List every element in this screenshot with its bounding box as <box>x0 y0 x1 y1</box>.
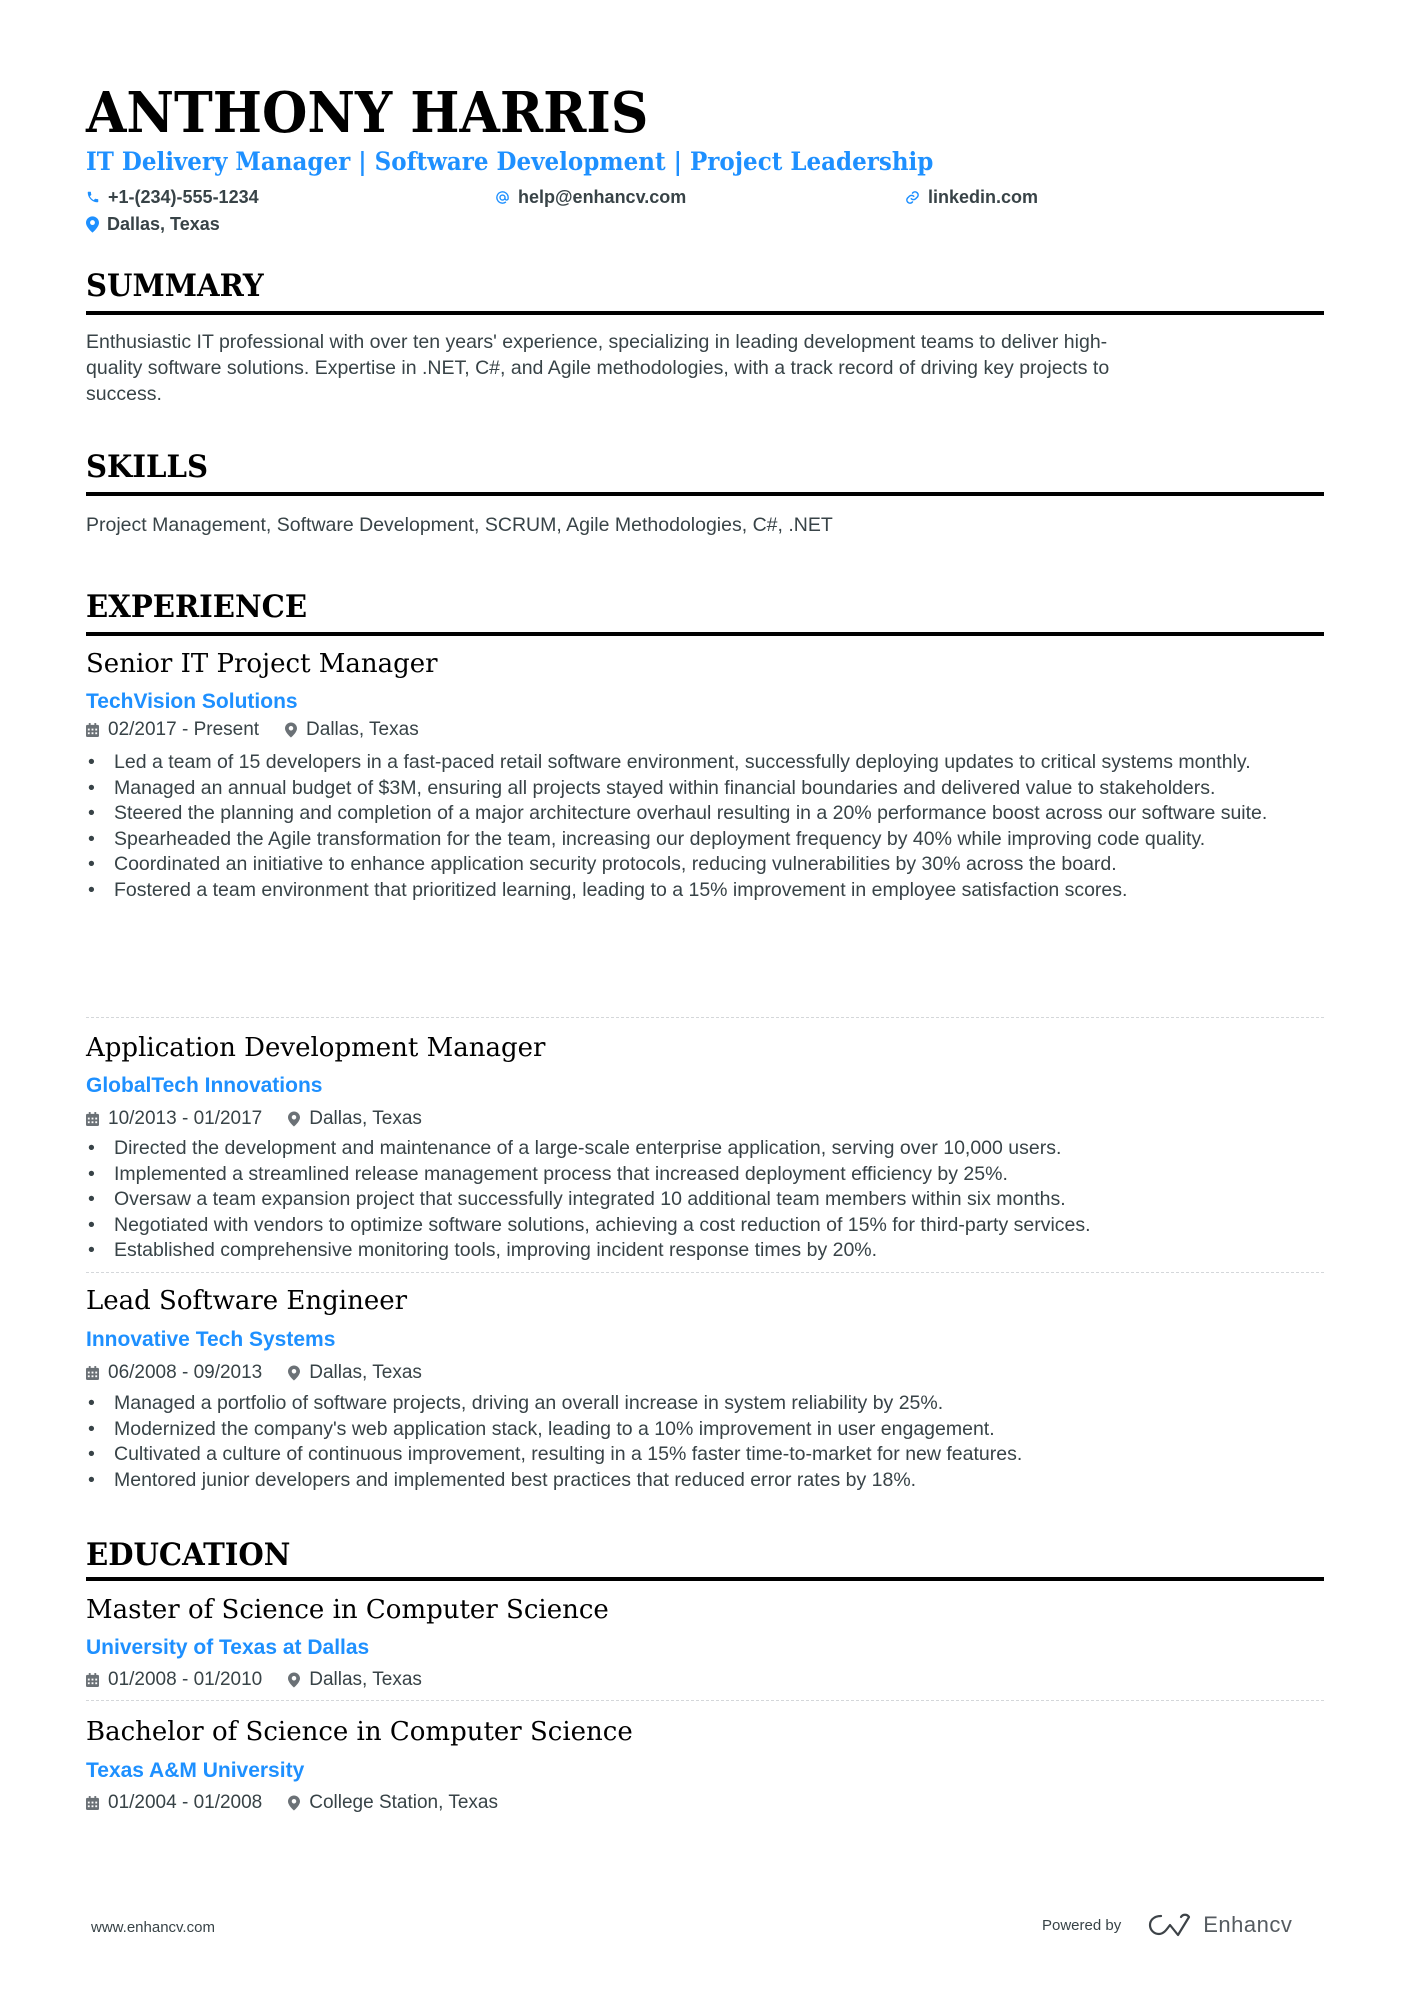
footer-branding[interactable] <box>1042 1912 1292 1938</box>
section-title-experience: EXPERIENCE <box>86 589 308 625</box>
section-title-education: EDUCATION <box>86 1537 291 1573</box>
powered-by-label: Powered by <box>1042 1916 1122 1934</box>
company-name: Innovative Tech Systems <box>86 1328 336 1351</box>
bullet-item: • Coordinated an initiative to enhance application security protocols, reducing vulnerabilities by 30% across the board. <box>88 853 1117 876</box>
summary-line: Enthusiastic IT professional with over ten years' experience, specializing in leading development teams to deliver high- <box>86 331 1108 353</box>
candidate-name: ANTHONY HARRIS <box>86 80 649 146</box>
calendar-icon <box>86 1796 99 1810</box>
map-pin-icon <box>288 1795 300 1811</box>
job-dates: 02/2017 - Present <box>108 719 260 740</box>
contact-phone[interactable] <box>86 185 259 209</box>
phone-icon <box>86 189 100 205</box>
linkedin-value: linkedin.com <box>928 187 1039 207</box>
map-pin-icon <box>288 1111 300 1127</box>
bullet-item: • Negotiated with vendors to optimize software solutions, achieving a cost reduction of 15% for third-party services. <box>88 1213 1091 1236</box>
job-location-text: Dallas, Texas <box>309 1108 422 1129</box>
bullet-item: • Oversaw a team expansion project that successfully integrated 10 additional team members within six months. <box>88 1188 1066 1211</box>
bullet-item: • Steered the planning and completion of a major architecture overhaul resulting in a 20% performance boost across our software suite. <box>88 802 1268 825</box>
job-bullets <box>86 750 1324 904</box>
footer-website-link[interactable]: www.enhancv.com <box>91 1919 215 1936</box>
job-dates: 10/2013 - 01/2017 <box>108 1108 263 1129</box>
school-name: University of Texas at Dallas <box>86 1636 370 1659</box>
entry-separator <box>86 1017 1324 1018</box>
education-location-text: College Station, Texas <box>309 1792 498 1813</box>
location-value: Dallas, Texas <box>107 214 220 234</box>
contact-linkedin[interactable] <box>905 185 1038 209</box>
section-divider <box>86 492 1324 496</box>
calendar-icon <box>86 1366 99 1380</box>
job-location <box>288 1106 422 1132</box>
link-icon <box>905 190 920 205</box>
phone-value: +1-(234)-555-1234 <box>108 187 259 207</box>
education-location-text: Dallas, Texas <box>309 1669 422 1690</box>
summary-text <box>86 329 1286 407</box>
bullet-item: • Managed an annual budget of $3M, ensuring all projects stayed within financial boundaries and delivered value to stakeholders. <box>88 776 1216 799</box>
job-title: Senior IT Project Manager <box>86 649 438 679</box>
job-title: Lead Software Engineer <box>86 1286 408 1316</box>
degree-title: Bachelor of Science in Computer Science <box>86 1717 633 1747</box>
education-dates: 01/2004 - 01/2008 <box>108 1792 263 1813</box>
section-divider <box>86 632 1324 636</box>
calendar-icon <box>86 1673 99 1687</box>
job-bullets <box>86 1391 1324 1493</box>
map-pin-icon <box>288 1365 300 1381</box>
bullet-item: • Modernized the company's web application stack, leading to a 10% improvement in user engagement. <box>88 1417 995 1440</box>
bullet-item: • Fostered a team environment that prioritized learning, leading to a 15% improvement in employee satisfaction scores. <box>88 878 1128 901</box>
company-name: TechVision Solutions <box>86 690 298 713</box>
summary-line: quality software solutions. Expertise in .NET, C#, and Agile methodologies, with a track record of driving key projects to <box>86 357 1110 379</box>
bullet-item: • Spearheaded the Agile transformation for the team, increasing our deployment frequency by 40% while improving code quality. <box>88 827 1206 850</box>
entry-separator <box>86 1272 1324 1273</box>
bullet-item: • Directed the development and maintenance of a large-scale enterprise application, serving over 10,000 users. <box>88 1137 1062 1159</box>
contact-location <box>86 212 220 236</box>
job-location-text: Dallas, Texas <box>306 719 419 740</box>
map-pin-icon <box>86 216 99 233</box>
section-divider <box>86 1577 1324 1581</box>
summary-line: success. <box>86 383 162 405</box>
enhancv-logo-icon <box>1147 1912 1193 1938</box>
bullet-item: • Implemented a streamlined release management process that increased deployment efficiency by 25%. <box>88 1162 1008 1185</box>
education-location <box>288 1667 422 1693</box>
entry-separator <box>86 1700 1324 1701</box>
section-divider <box>86 311 1324 315</box>
education-meta <box>86 1790 498 1816</box>
education-meta <box>86 1667 422 1693</box>
email-value: help@enhancv.com <box>518 187 687 207</box>
candidate-headline: IT Delivery Manager | Software Development | Project Leadership <box>86 147 934 176</box>
calendar-icon <box>86 1112 99 1126</box>
calendar-icon <box>86 723 99 737</box>
job-dates: 06/2008 - 09/2013 <box>108 1362 263 1383</box>
skills-text: Project Management, Software Development, SCRUM, Agile Methodologies, C#, .NET <box>86 514 833 536</box>
map-pin-icon <box>288 1672 300 1688</box>
education-dates: 01/2008 - 01/2010 <box>108 1669 263 1690</box>
bullet-item: • Managed a portfolio of software projects, driving an overall increase in system reliability by 25%. <box>88 1392 944 1414</box>
job-location <box>288 1360 422 1386</box>
bullet-item: • Led a team of 15 developers in a fast-paced retail software environment, successfully deploying updates to critical systems monthly. <box>88 751 1251 773</box>
section-title-summary: SUMMARY <box>86 268 264 304</box>
contact-email[interactable] <box>495 185 686 209</box>
job-title: Application Development Manager <box>86 1033 546 1063</box>
section-title-skills: SKILLS <box>86 449 209 485</box>
degree-title: Master of Science in Computer Science <box>86 1595 609 1625</box>
bullet-item: • Mentored junior developers and implemented best practices that reduced error rates by 18%. <box>88 1468 917 1491</box>
bullet-item: • Established comprehensive monitoring tools, improving incident response times by 20%. <box>88 1239 878 1262</box>
job-meta <box>86 1106 422 1132</box>
job-location <box>285 717 419 743</box>
map-pin-icon <box>285 722 297 738</box>
job-meta <box>86 717 419 743</box>
job-meta <box>86 1360 422 1386</box>
school-name: Texas A&M University <box>86 1759 305 1782</box>
job-location-text: Dallas, Texas <box>309 1362 422 1383</box>
brand-name: Enhancv <box>1203 1912 1293 1937</box>
job-bullets <box>86 1136 1324 1264</box>
education-location <box>288 1790 498 1816</box>
at-icon <box>495 190 510 205</box>
bullet-item: • Cultivated a culture of continuous improvement, resulting in a 15% faster time-to-market for new features. <box>88 1443 1023 1466</box>
company-name: GlobalTech Innovations <box>86 1074 323 1097</box>
